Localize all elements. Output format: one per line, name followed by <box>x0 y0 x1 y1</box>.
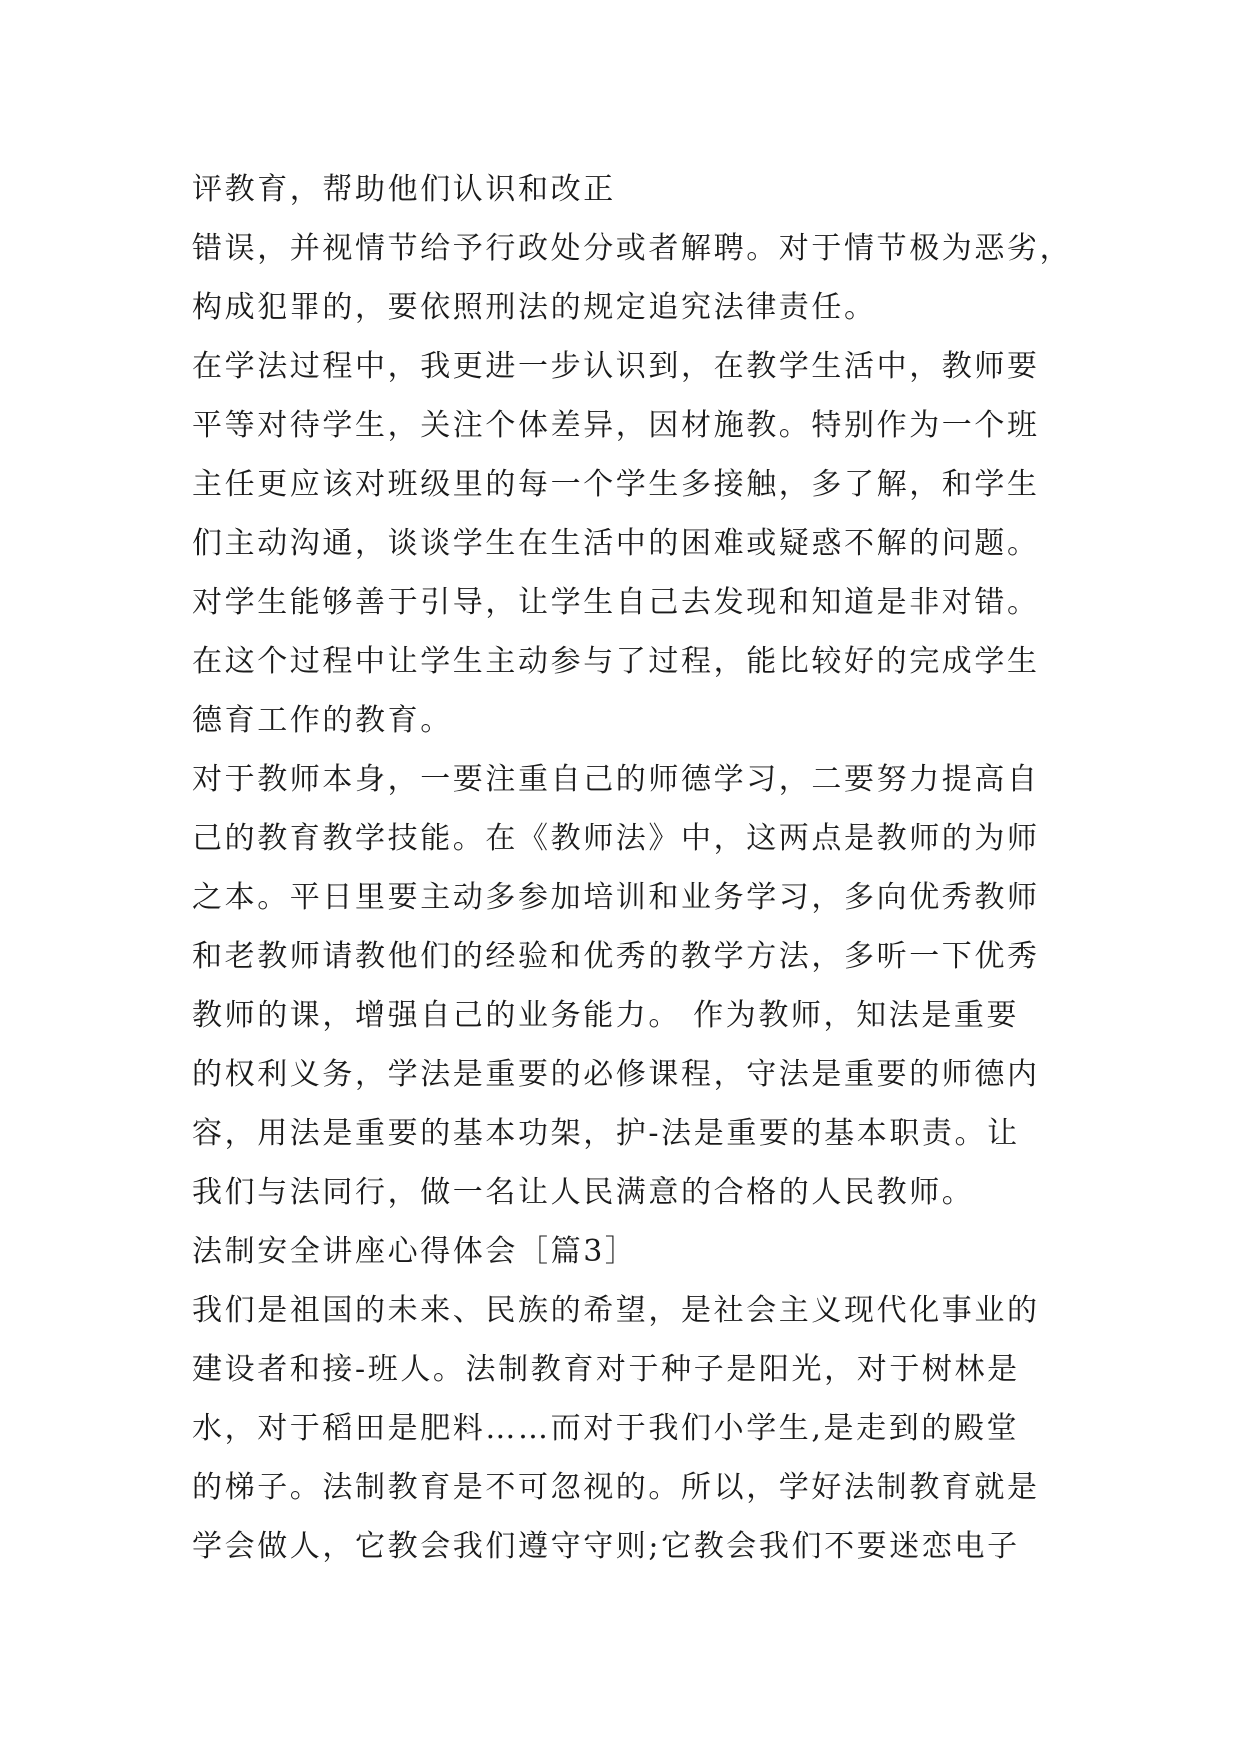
text-line-5: 平等对待学生，关注个体差异，因材施教。特别作为一个班 <box>192 408 1040 443</box>
text-line-22: 水，对于稻田是肥料……而对于我们小学生,是走到的殿堂 <box>192 1411 1020 1446</box>
section-heading: 法制安全讲座心得体会［篇3］ <box>192 1234 638 1269</box>
text-line-21: 建设者和接-班人。法制教育对于种子是阳光，对于树林是 <box>192 1352 1020 1387</box>
text-line-3: 构成犯罪的，要依照刑法的规定追究法律责任。 <box>192 290 877 325</box>
text-line-7: 们主动沟通，谈谈学生在生活中的困难或疑惑不解的问题。 <box>192 526 1040 561</box>
text-line-10: 德育工作的教育。 <box>192 703 453 738</box>
text-line-17: 容，用法是重要的基本功架，护-法是重要的基本职责。让 <box>192 1116 1020 1151</box>
text-line-13: 之本。平日里要主动多参加培训和业务学习，多向优秀教师 <box>192 880 1040 915</box>
text-line-16: 的权利义务，学法是重要的必修课程，守法是重要的师德内 <box>192 1057 1040 1092</box>
text-line-14: 和老教师请教他们的经验和优秀的教学方法，多听一下优秀 <box>192 939 1040 974</box>
text-line-11: 对于教师本身，一要注重自己的师德学习，二要努力提高自 <box>192 762 1040 797</box>
text-line-12: 己的教育教学技能。在《教师法》中，这两点是教师的为师 <box>192 821 1040 856</box>
text-line-15: 教师的课，增强自己的业务能力。 作为教师，知法是重要 <box>192 998 1020 1033</box>
text-line-4: 在学法过程中，我更进一步认识到，在教学生活中，教师要 <box>192 349 1040 384</box>
document-body-text <box>192 160 1092 1576</box>
text-line-2: 错误，并视情节给予行政处分或者解聘。对于情节极为恶劣， <box>192 231 1073 266</box>
text-line-9: 在这个过程中让学生主动参与了过程，能比较好的完成学生 <box>192 644 1040 679</box>
text-line-20: 我们是祖国的未来、民族的希望，是社会主义现代化事业的 <box>192 1293 1040 1328</box>
text-line-6: 主任更应该对班级里的每一个学生多接触，多了解，和学生 <box>192 467 1040 502</box>
text-line-8: 对学生能够善于引导，让学生自己去发现和知道是非对错。 <box>192 585 1040 620</box>
text-line-24: 学会做人，它教会我们遵守守则;它教会我们不要迷恋电子 <box>192 1529 1020 1564</box>
text-line-1: 评教育，帮助他们认识和改正 <box>192 172 616 207</box>
text-line-23: 的梯子。法制教育是不可忽视的。所以，学好法制教育就是 <box>192 1470 1040 1505</box>
text-line-18: 我们与法同行，做一名让人民满意的合格的人民教师。 <box>192 1175 975 1210</box>
